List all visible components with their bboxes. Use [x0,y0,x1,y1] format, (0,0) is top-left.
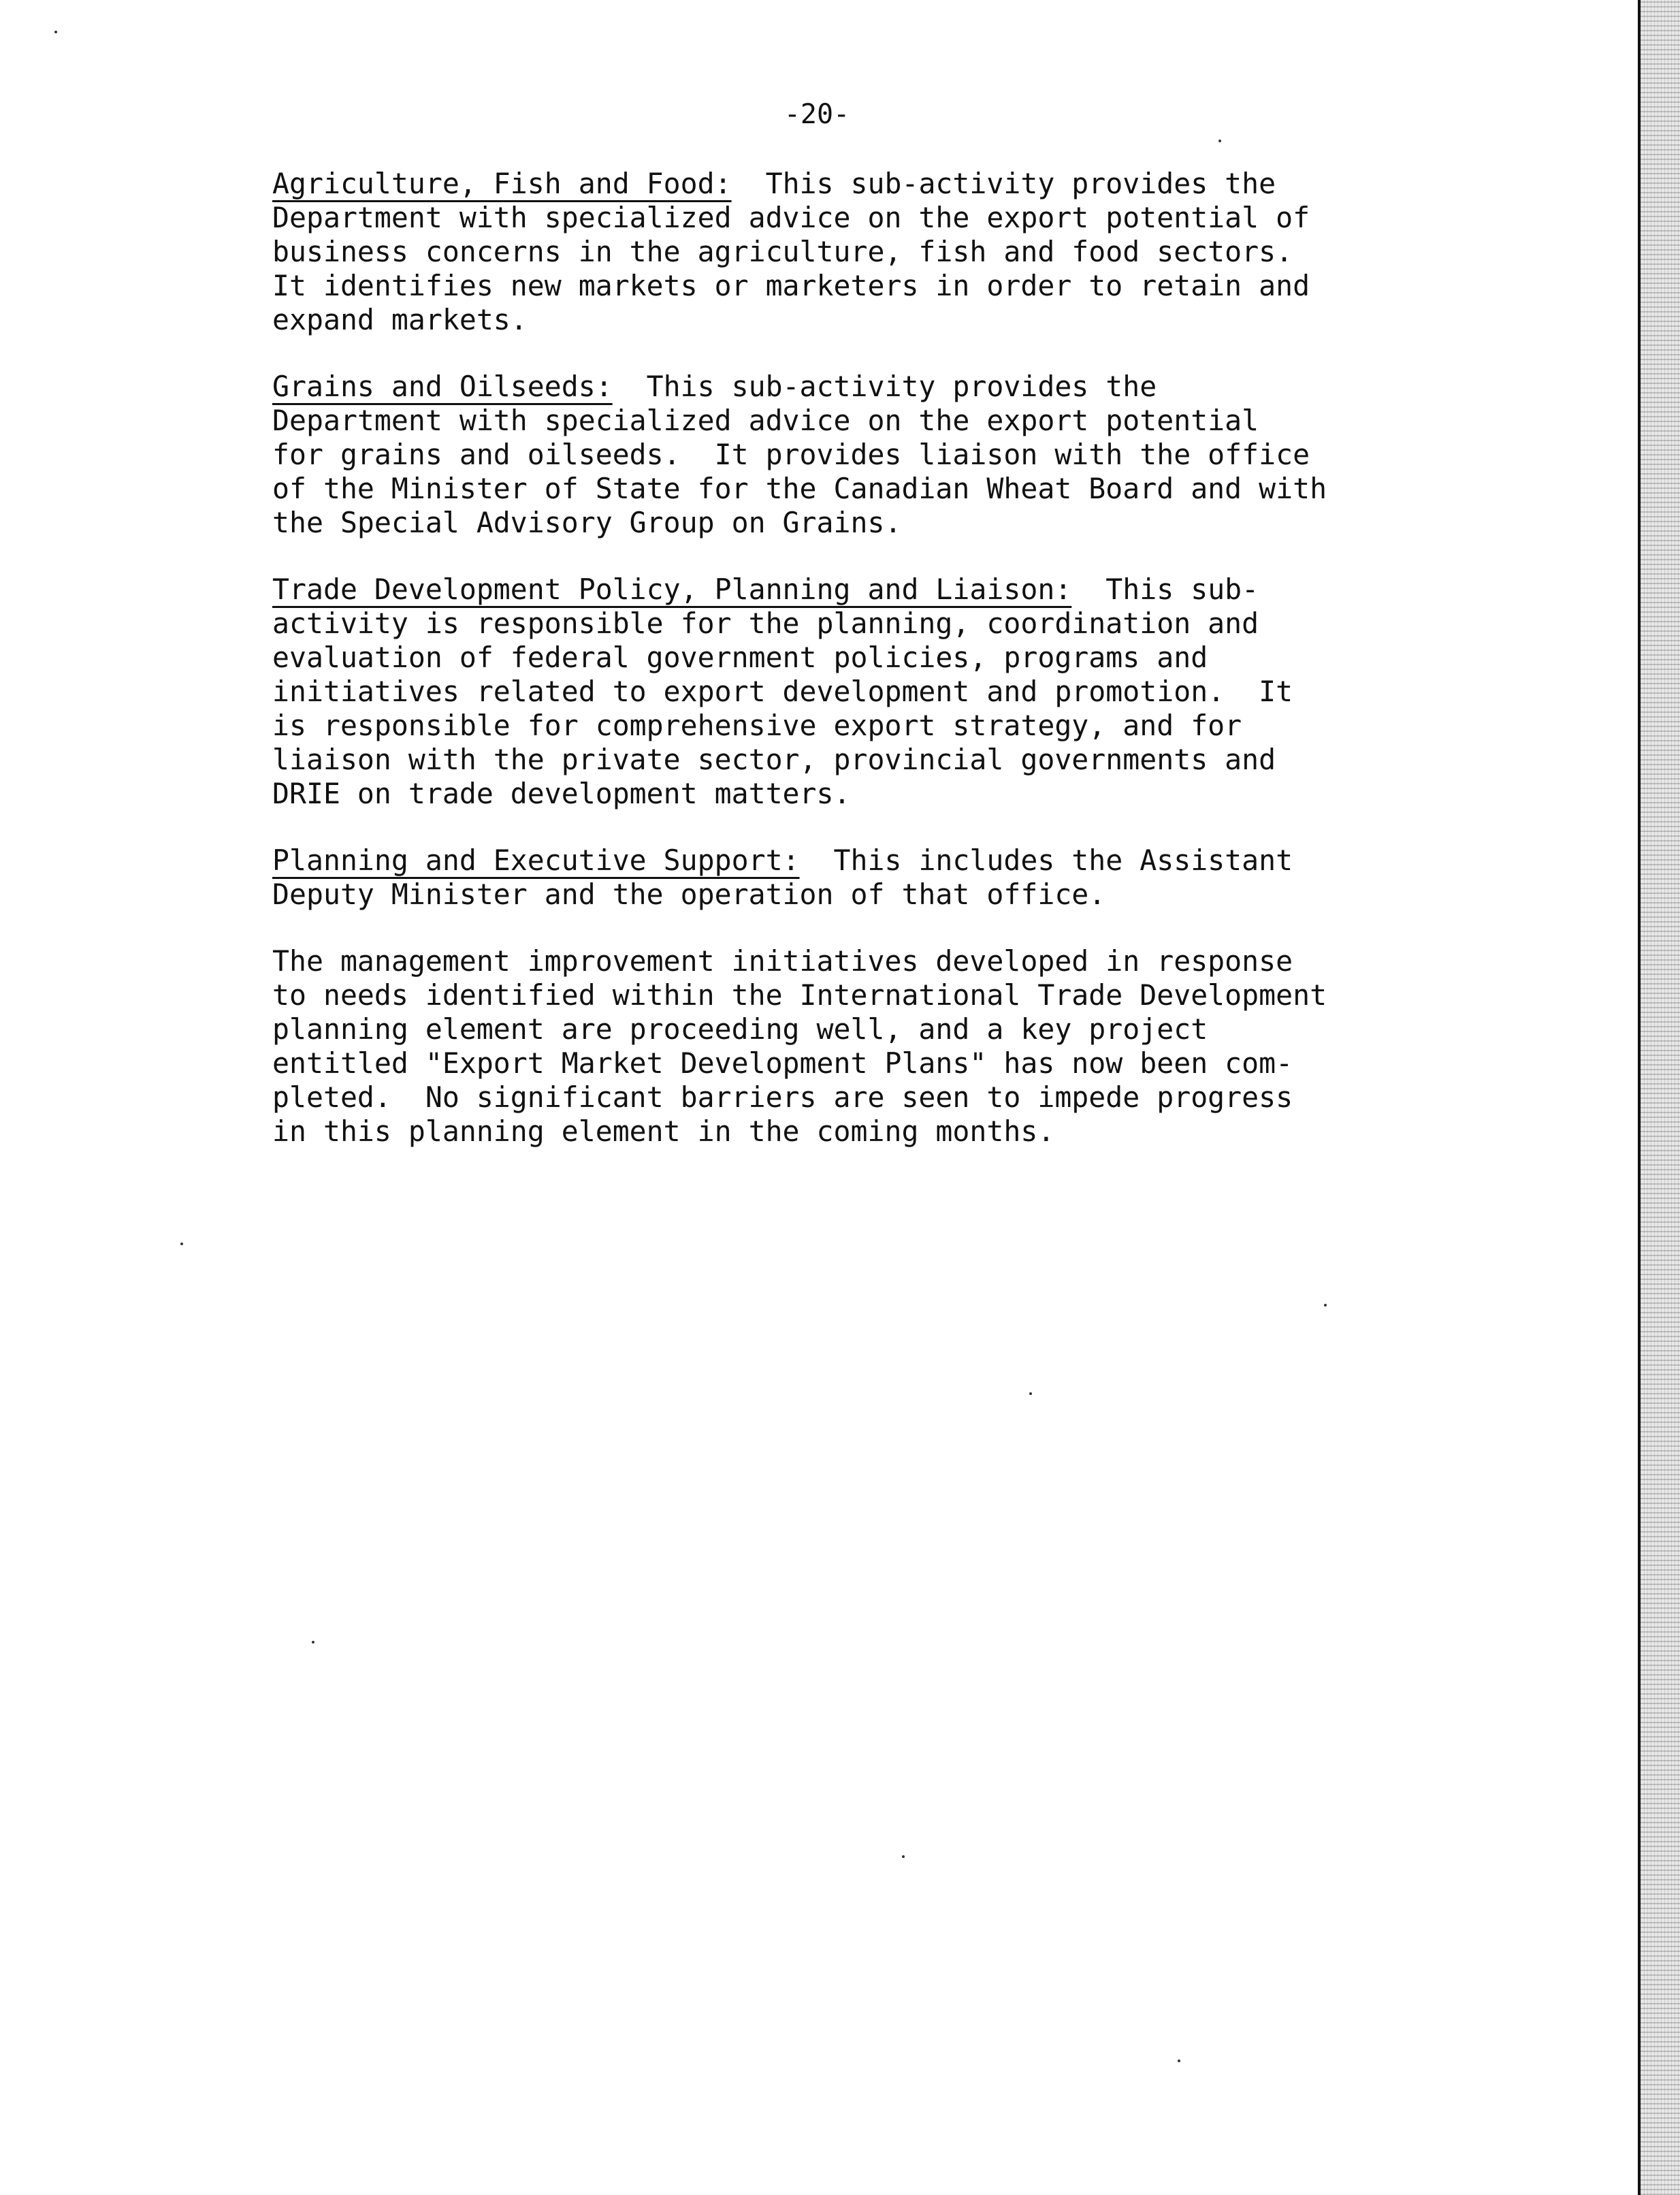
section-body: This sub-activity provides the Department with specialized advice on the export potential for grains and oilseeds. It provides liaison with the office of the Minister of State for the Canadian Wheat Board and with the Special Advisory Group on Grains. [272,370,1327,539]
section-heading: Trade Development Policy, Planning and Liaison: [272,573,1072,606]
section-body: This sub-activity provides the Department with specialized advice on the export potential of business concerns in the agriculture, fish and food sectors. It identifies new markets or marketers in order to retain and expand markets. [272,167,1310,336]
scan-speck [54,31,57,33]
section-heading: Agriculture, Fish and Food: [272,167,732,200]
section-heading: Planning and Executive Support: [272,844,800,877]
page-number: -20- [784,99,850,130]
section-planning-executive-support [272,844,1552,912]
scan-edge-strip [1641,0,1680,2195]
scan-speck [1324,1304,1327,1307]
scan-speck [180,1243,183,1245]
closing-paragraph: The management improvement initiatives developed in response to needs identified within the International Trade Development planning element are proceeding well, and a key project entitled "Export Market Development Plans" has now been com- pleted. No significant barriers are seen to impede progress in this planning element in the coming months. [272,944,1327,1148]
section-body: This includes the Assistant Deputy Minister and the operation of that office. [272,844,1293,911]
section-agriculture-fish-food [272,167,1552,337]
scan-speck [1178,2060,1180,2062]
scan-speck [1029,1392,1032,1395]
section-body: This sub- activity is responsible for the planning, coordination and evaluation of federal government policies, programs and initiatives related to export development and promotion. It is responsible for comprehensive export strategy, and for liaison with the private sector, provincial governments and DRIE on trade development matters. [272,573,1293,810]
document-body [272,167,1552,1181]
scan-speck [312,1641,314,1644]
section-heading: Grains and Oilseeds: [272,370,613,403]
scan-speck [902,1855,905,1858]
section-grains-oilseeds [272,370,1552,540]
scan-speck [1218,140,1221,142]
section-trade-development-policy [272,573,1552,811]
